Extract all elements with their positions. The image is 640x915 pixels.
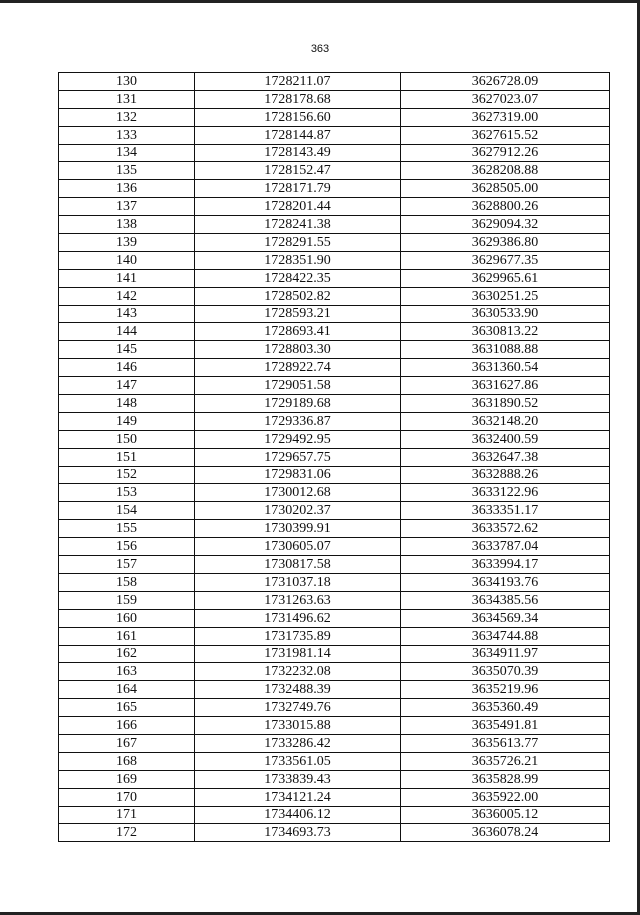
y-coordinate-cell: 3628208.88 (401, 162, 610, 180)
x-coordinate-cell: 1730817.58 (195, 556, 401, 574)
table-row (59, 520, 610, 538)
y-coordinate-cell: 3631360.54 (401, 359, 610, 377)
point-number-cell: 170 (59, 788, 195, 806)
point-number-cell: 148 (59, 395, 195, 413)
y-coordinate-cell: 3634744.88 (401, 627, 610, 645)
y-coordinate-cell: 3635219.96 (401, 681, 610, 699)
table-row (59, 90, 610, 108)
y-coordinate-cell: 3636078.24 (401, 824, 610, 842)
y-coordinate-cell: 3636005.12 (401, 806, 610, 824)
y-coordinate-cell: 3635726.21 (401, 752, 610, 770)
point-number-cell: 165 (59, 699, 195, 717)
table-row (59, 466, 610, 484)
table-row (59, 287, 610, 305)
point-number-cell: 145 (59, 341, 195, 359)
y-coordinate-cell: 3631890.52 (401, 395, 610, 413)
x-coordinate-cell: 1728241.38 (195, 216, 401, 234)
point-number-cell: 157 (59, 556, 195, 574)
point-number-cell: 135 (59, 162, 195, 180)
table-row (59, 788, 610, 806)
table-row (59, 806, 610, 824)
point-number-cell: 171 (59, 806, 195, 824)
y-coordinate-cell: 3632400.59 (401, 430, 610, 448)
table-row (59, 412, 610, 430)
x-coordinate-cell: 1728211.07 (195, 73, 401, 91)
table-row (59, 484, 610, 502)
x-coordinate-cell: 1733561.05 (195, 752, 401, 770)
point-number-cell: 134 (59, 144, 195, 162)
point-number-cell: 151 (59, 448, 195, 466)
y-coordinate-cell: 3635070.39 (401, 663, 610, 681)
table-row (59, 73, 610, 91)
y-coordinate-cell: 3634193.76 (401, 573, 610, 591)
x-coordinate-cell: 1729336.87 (195, 412, 401, 430)
table-row (59, 305, 610, 323)
coordinates-table-body (59, 73, 610, 842)
point-number-cell: 139 (59, 234, 195, 252)
y-coordinate-cell: 3632148.20 (401, 412, 610, 430)
y-coordinate-cell: 3633351.17 (401, 502, 610, 520)
table-row (59, 269, 610, 287)
x-coordinate-cell: 1728143.49 (195, 144, 401, 162)
table-row (59, 556, 610, 574)
table-row (59, 198, 610, 216)
y-coordinate-cell: 3633572.62 (401, 520, 610, 538)
x-coordinate-cell: 1734121.24 (195, 788, 401, 806)
x-coordinate-cell: 1729657.75 (195, 448, 401, 466)
table-row (59, 734, 610, 752)
y-coordinate-cell: 3627912.26 (401, 144, 610, 162)
y-coordinate-cell: 3635360.49 (401, 699, 610, 717)
point-number-cell: 141 (59, 269, 195, 287)
table-row (59, 108, 610, 126)
point-number-cell: 138 (59, 216, 195, 234)
y-coordinate-cell: 3628800.26 (401, 198, 610, 216)
table-row (59, 430, 610, 448)
y-coordinate-cell: 3630533.90 (401, 305, 610, 323)
table-row (59, 770, 610, 788)
x-coordinate-cell: 1734406.12 (195, 806, 401, 824)
table-row (59, 717, 610, 735)
y-coordinate-cell: 3633994.17 (401, 556, 610, 574)
x-coordinate-cell: 1729189.68 (195, 395, 401, 413)
x-coordinate-cell: 1730399.91 (195, 520, 401, 538)
point-number-cell: 158 (59, 573, 195, 591)
point-number-cell: 168 (59, 752, 195, 770)
table-row (59, 681, 610, 699)
x-coordinate-cell: 1731735.89 (195, 627, 401, 645)
x-coordinate-cell: 1734693.73 (195, 824, 401, 842)
point-number-cell: 142 (59, 287, 195, 305)
point-number-cell: 130 (59, 73, 195, 91)
point-number-cell: 143 (59, 305, 195, 323)
x-coordinate-cell: 1728922.74 (195, 359, 401, 377)
y-coordinate-cell: 3633787.04 (401, 538, 610, 556)
point-number-cell: 169 (59, 770, 195, 788)
scan-border-top (0, 0, 640, 3)
point-number-cell: 154 (59, 502, 195, 520)
x-coordinate-cell: 1733839.43 (195, 770, 401, 788)
point-number-cell: 153 (59, 484, 195, 502)
table-row (59, 180, 610, 198)
table-row (59, 609, 610, 627)
y-coordinate-cell: 3634569.34 (401, 609, 610, 627)
point-number-cell: 133 (59, 126, 195, 144)
table-row (59, 699, 610, 717)
y-coordinate-cell: 3628505.00 (401, 180, 610, 198)
y-coordinate-cell: 3627615.52 (401, 126, 610, 144)
y-coordinate-cell: 3633122.96 (401, 484, 610, 502)
table-row (59, 377, 610, 395)
point-number-cell: 136 (59, 180, 195, 198)
point-number-cell: 167 (59, 734, 195, 752)
page-number: 363 (310, 43, 330, 55)
x-coordinate-cell: 1731981.14 (195, 645, 401, 663)
x-coordinate-cell: 1731263.63 (195, 591, 401, 609)
y-coordinate-cell: 3635828.99 (401, 770, 610, 788)
point-number-cell: 161 (59, 627, 195, 645)
y-coordinate-cell: 3627023.07 (401, 90, 610, 108)
x-coordinate-cell: 1728422.35 (195, 269, 401, 287)
x-coordinate-cell: 1728201.44 (195, 198, 401, 216)
x-coordinate-cell: 1728593.21 (195, 305, 401, 323)
table-row (59, 591, 610, 609)
x-coordinate-cell: 1728144.87 (195, 126, 401, 144)
point-number-cell: 160 (59, 609, 195, 627)
point-number-cell: 131 (59, 90, 195, 108)
table-row (59, 323, 610, 341)
y-coordinate-cell: 3629094.32 (401, 216, 610, 234)
table-row (59, 144, 610, 162)
x-coordinate-cell: 1730202.37 (195, 502, 401, 520)
x-coordinate-cell: 1733286.42 (195, 734, 401, 752)
table-row (59, 234, 610, 252)
y-coordinate-cell: 3630813.22 (401, 323, 610, 341)
x-coordinate-cell: 1730605.07 (195, 538, 401, 556)
point-number-cell: 132 (59, 108, 195, 126)
table-row (59, 341, 610, 359)
table-row (59, 663, 610, 681)
x-coordinate-cell: 1729831.06 (195, 466, 401, 484)
point-number-cell: 159 (59, 591, 195, 609)
x-coordinate-cell: 1728171.79 (195, 180, 401, 198)
x-coordinate-cell: 1728178.68 (195, 90, 401, 108)
point-number-cell: 166 (59, 717, 195, 735)
coordinates-table (58, 72, 610, 842)
table-row (59, 216, 610, 234)
point-number-cell: 156 (59, 538, 195, 556)
x-coordinate-cell: 1733015.88 (195, 717, 401, 735)
y-coordinate-cell: 3630251.25 (401, 287, 610, 305)
table-row (59, 824, 610, 842)
y-coordinate-cell: 3631088.88 (401, 341, 610, 359)
table-row (59, 627, 610, 645)
y-coordinate-cell: 3631627.86 (401, 377, 610, 395)
x-coordinate-cell: 1732488.39 (195, 681, 401, 699)
table-row (59, 395, 610, 413)
point-number-cell: 162 (59, 645, 195, 663)
y-coordinate-cell: 3629386.80 (401, 234, 610, 252)
y-coordinate-cell: 3629677.35 (401, 251, 610, 269)
point-number-cell: 155 (59, 520, 195, 538)
point-number-cell: 164 (59, 681, 195, 699)
y-coordinate-cell: 3632647.38 (401, 448, 610, 466)
x-coordinate-cell: 1728152.47 (195, 162, 401, 180)
table-row (59, 502, 610, 520)
x-coordinate-cell: 1728351.90 (195, 251, 401, 269)
table-row (59, 538, 610, 556)
x-coordinate-cell: 1732749.76 (195, 699, 401, 717)
y-coordinate-cell: 3635491.81 (401, 717, 610, 735)
point-number-cell: 140 (59, 251, 195, 269)
table-row (59, 126, 610, 144)
y-coordinate-cell: 3626728.09 (401, 73, 610, 91)
y-coordinate-cell: 3635613.77 (401, 734, 610, 752)
y-coordinate-cell: 3634911.97 (401, 645, 610, 663)
table-row (59, 251, 610, 269)
point-number-cell: 152 (59, 466, 195, 484)
point-number-cell: 137 (59, 198, 195, 216)
point-number-cell: 147 (59, 377, 195, 395)
x-coordinate-cell: 1728156.60 (195, 108, 401, 126)
point-number-cell: 149 (59, 412, 195, 430)
x-coordinate-cell: 1731496.62 (195, 609, 401, 627)
x-coordinate-cell: 1730012.68 (195, 484, 401, 502)
table-row (59, 573, 610, 591)
x-coordinate-cell: 1728291.55 (195, 234, 401, 252)
y-coordinate-cell: 3635922.00 (401, 788, 610, 806)
x-coordinate-cell: 1731037.18 (195, 573, 401, 591)
table-row (59, 645, 610, 663)
point-number-cell: 172 (59, 824, 195, 842)
x-coordinate-cell: 1732232.08 (195, 663, 401, 681)
table-row (59, 752, 610, 770)
point-number-cell: 144 (59, 323, 195, 341)
table-row (59, 162, 610, 180)
x-coordinate-cell: 1728803.30 (195, 341, 401, 359)
y-coordinate-cell: 3632888.26 (401, 466, 610, 484)
y-coordinate-cell: 3634385.56 (401, 591, 610, 609)
x-coordinate-cell: 1728502.82 (195, 287, 401, 305)
x-coordinate-cell: 1729051.58 (195, 377, 401, 395)
table-row (59, 359, 610, 377)
x-coordinate-cell: 1729492.95 (195, 430, 401, 448)
point-number-cell: 150 (59, 430, 195, 448)
table-row (59, 448, 610, 466)
x-coordinate-cell: 1728693.41 (195, 323, 401, 341)
y-coordinate-cell: 3627319.00 (401, 108, 610, 126)
point-number-cell: 146 (59, 359, 195, 377)
point-number-cell: 163 (59, 663, 195, 681)
y-coordinate-cell: 3629965.61 (401, 269, 610, 287)
